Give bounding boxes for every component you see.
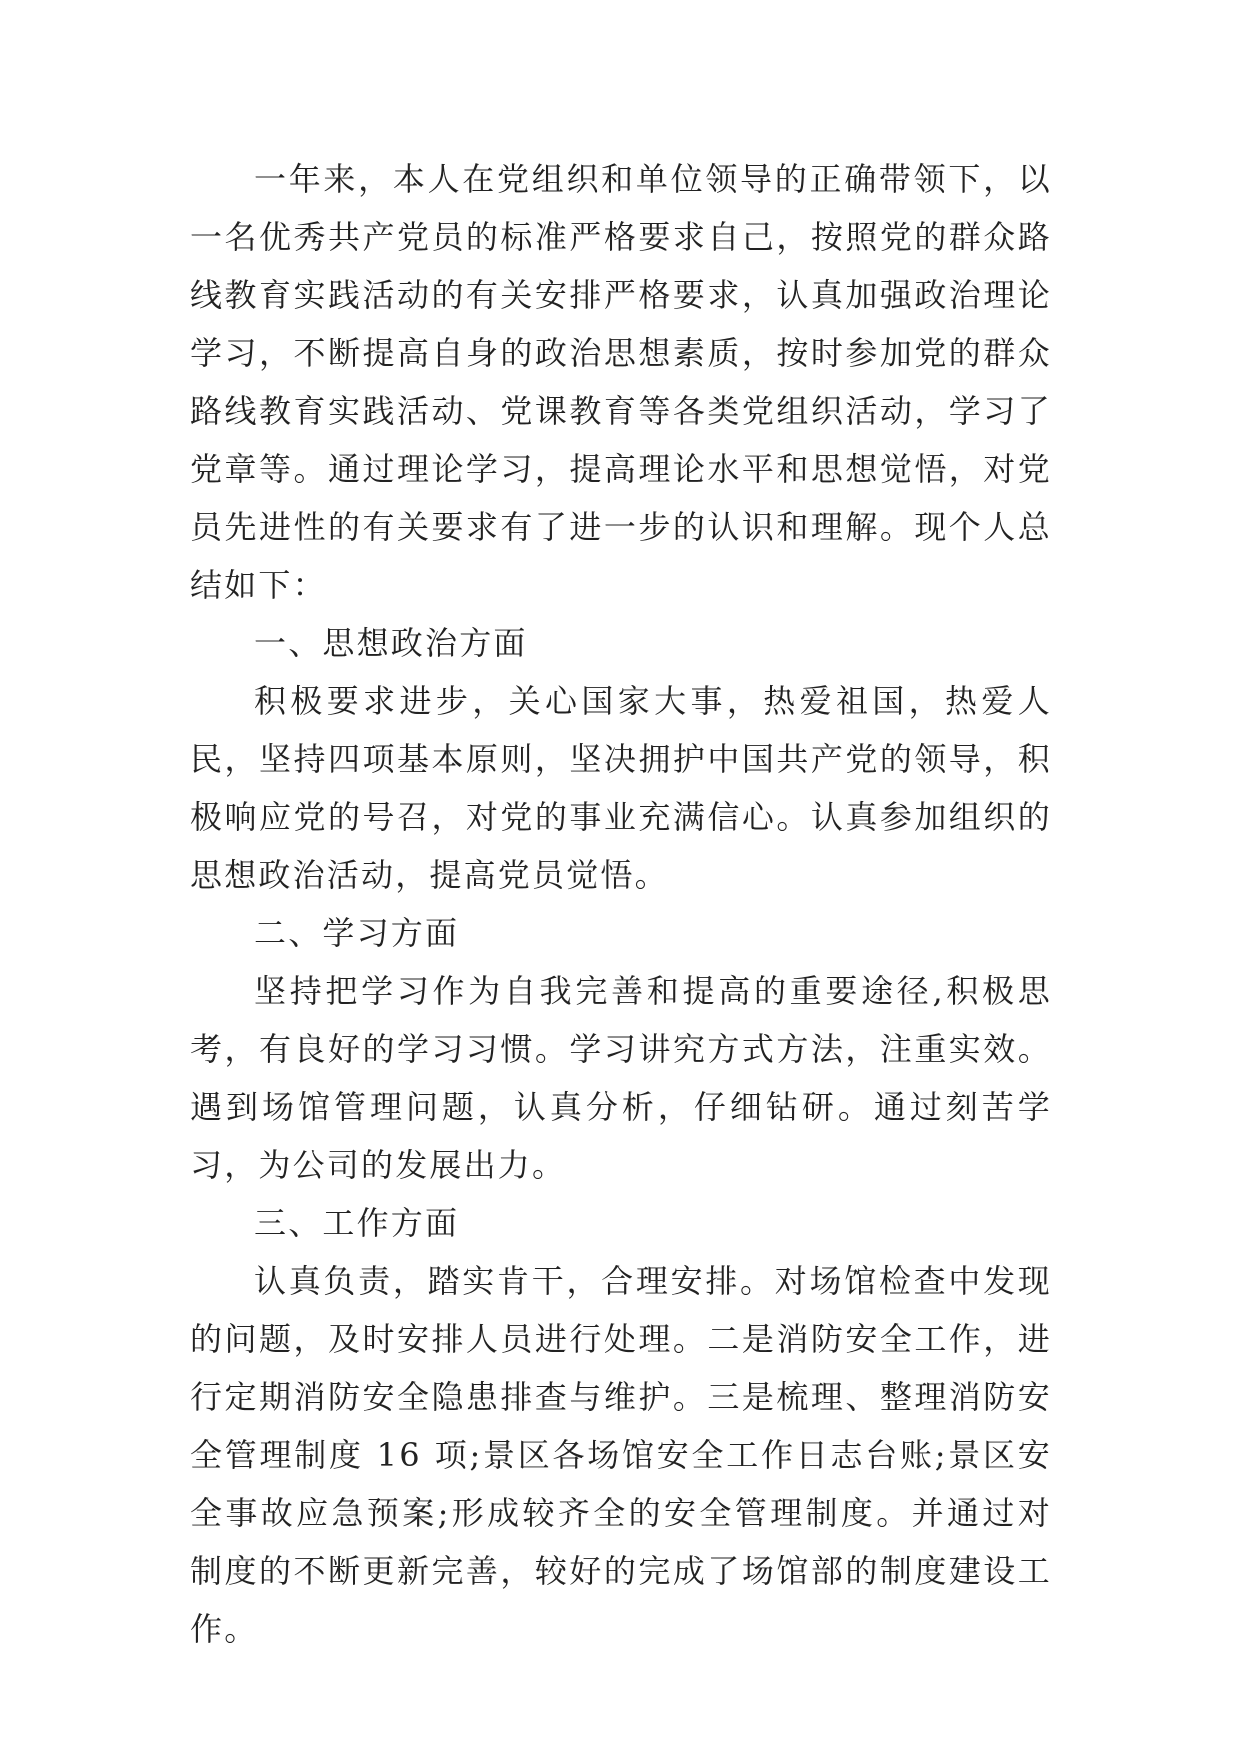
work-paragraph: 认真负责，踏实肯干，合理安排。对场馆检查中发现的问题，及时安排人员进行处理。二是消防安全工作，进行定期消防安全隐患排查与维护。三是梳理、整理消防安全管理制度 16 项;景区各场馆安全工作日志台账;景区安全事故应急预案;形成较齐全的安全管理制度。并通过对制度的不断更新完善，较好的完成了场馆部的制度建设工作。 [190, 1262, 1052, 1648]
section-heading-study: 二、学习方面 [254, 914, 460, 952]
political-paragraph: 积极要求进步，关心国家大事，热爱祖国，热爱人民，坚持四项基本原则，坚决拥护中国共产党的领导，积极响应党的号召，对党的事业充满信心。认真参加组织的思想政治活动，提高党员觉悟。 [190, 682, 1052, 894]
section-heading-political: 一、思想政治方面 [254, 624, 528, 662]
study-paragraph: 坚持把学习作为自我完善和提高的重要途径,积极思考，有良好的学习习惯。学习讲究方式方法，注重实效。遇到场馆管理问题，认真分析，仔细钻研。通过刻苦学习，为公司的发展出力。 [190, 972, 1052, 1184]
document-body [190, 150, 1052, 1658]
intro-paragraph: 一年来，本人在党组织和单位领导的正确带领下，以一名优秀共产党员的标准严格要求自己，按照党的群众路线教育实践活动的有关安排严格要求，认真加强政治理论学习，不断提高自身的政治思想素质，按时参加党的群众路线教育实践活动、党课教育等各类党组织活动，学习了党章等。通过理论学习，提高理论水平和思想觉悟，对党员先进性的有关要求有了进一步的认识和理解。现个人总结如下： [190, 160, 1052, 604]
section-heading-work: 三、工作方面 [254, 1204, 460, 1242]
